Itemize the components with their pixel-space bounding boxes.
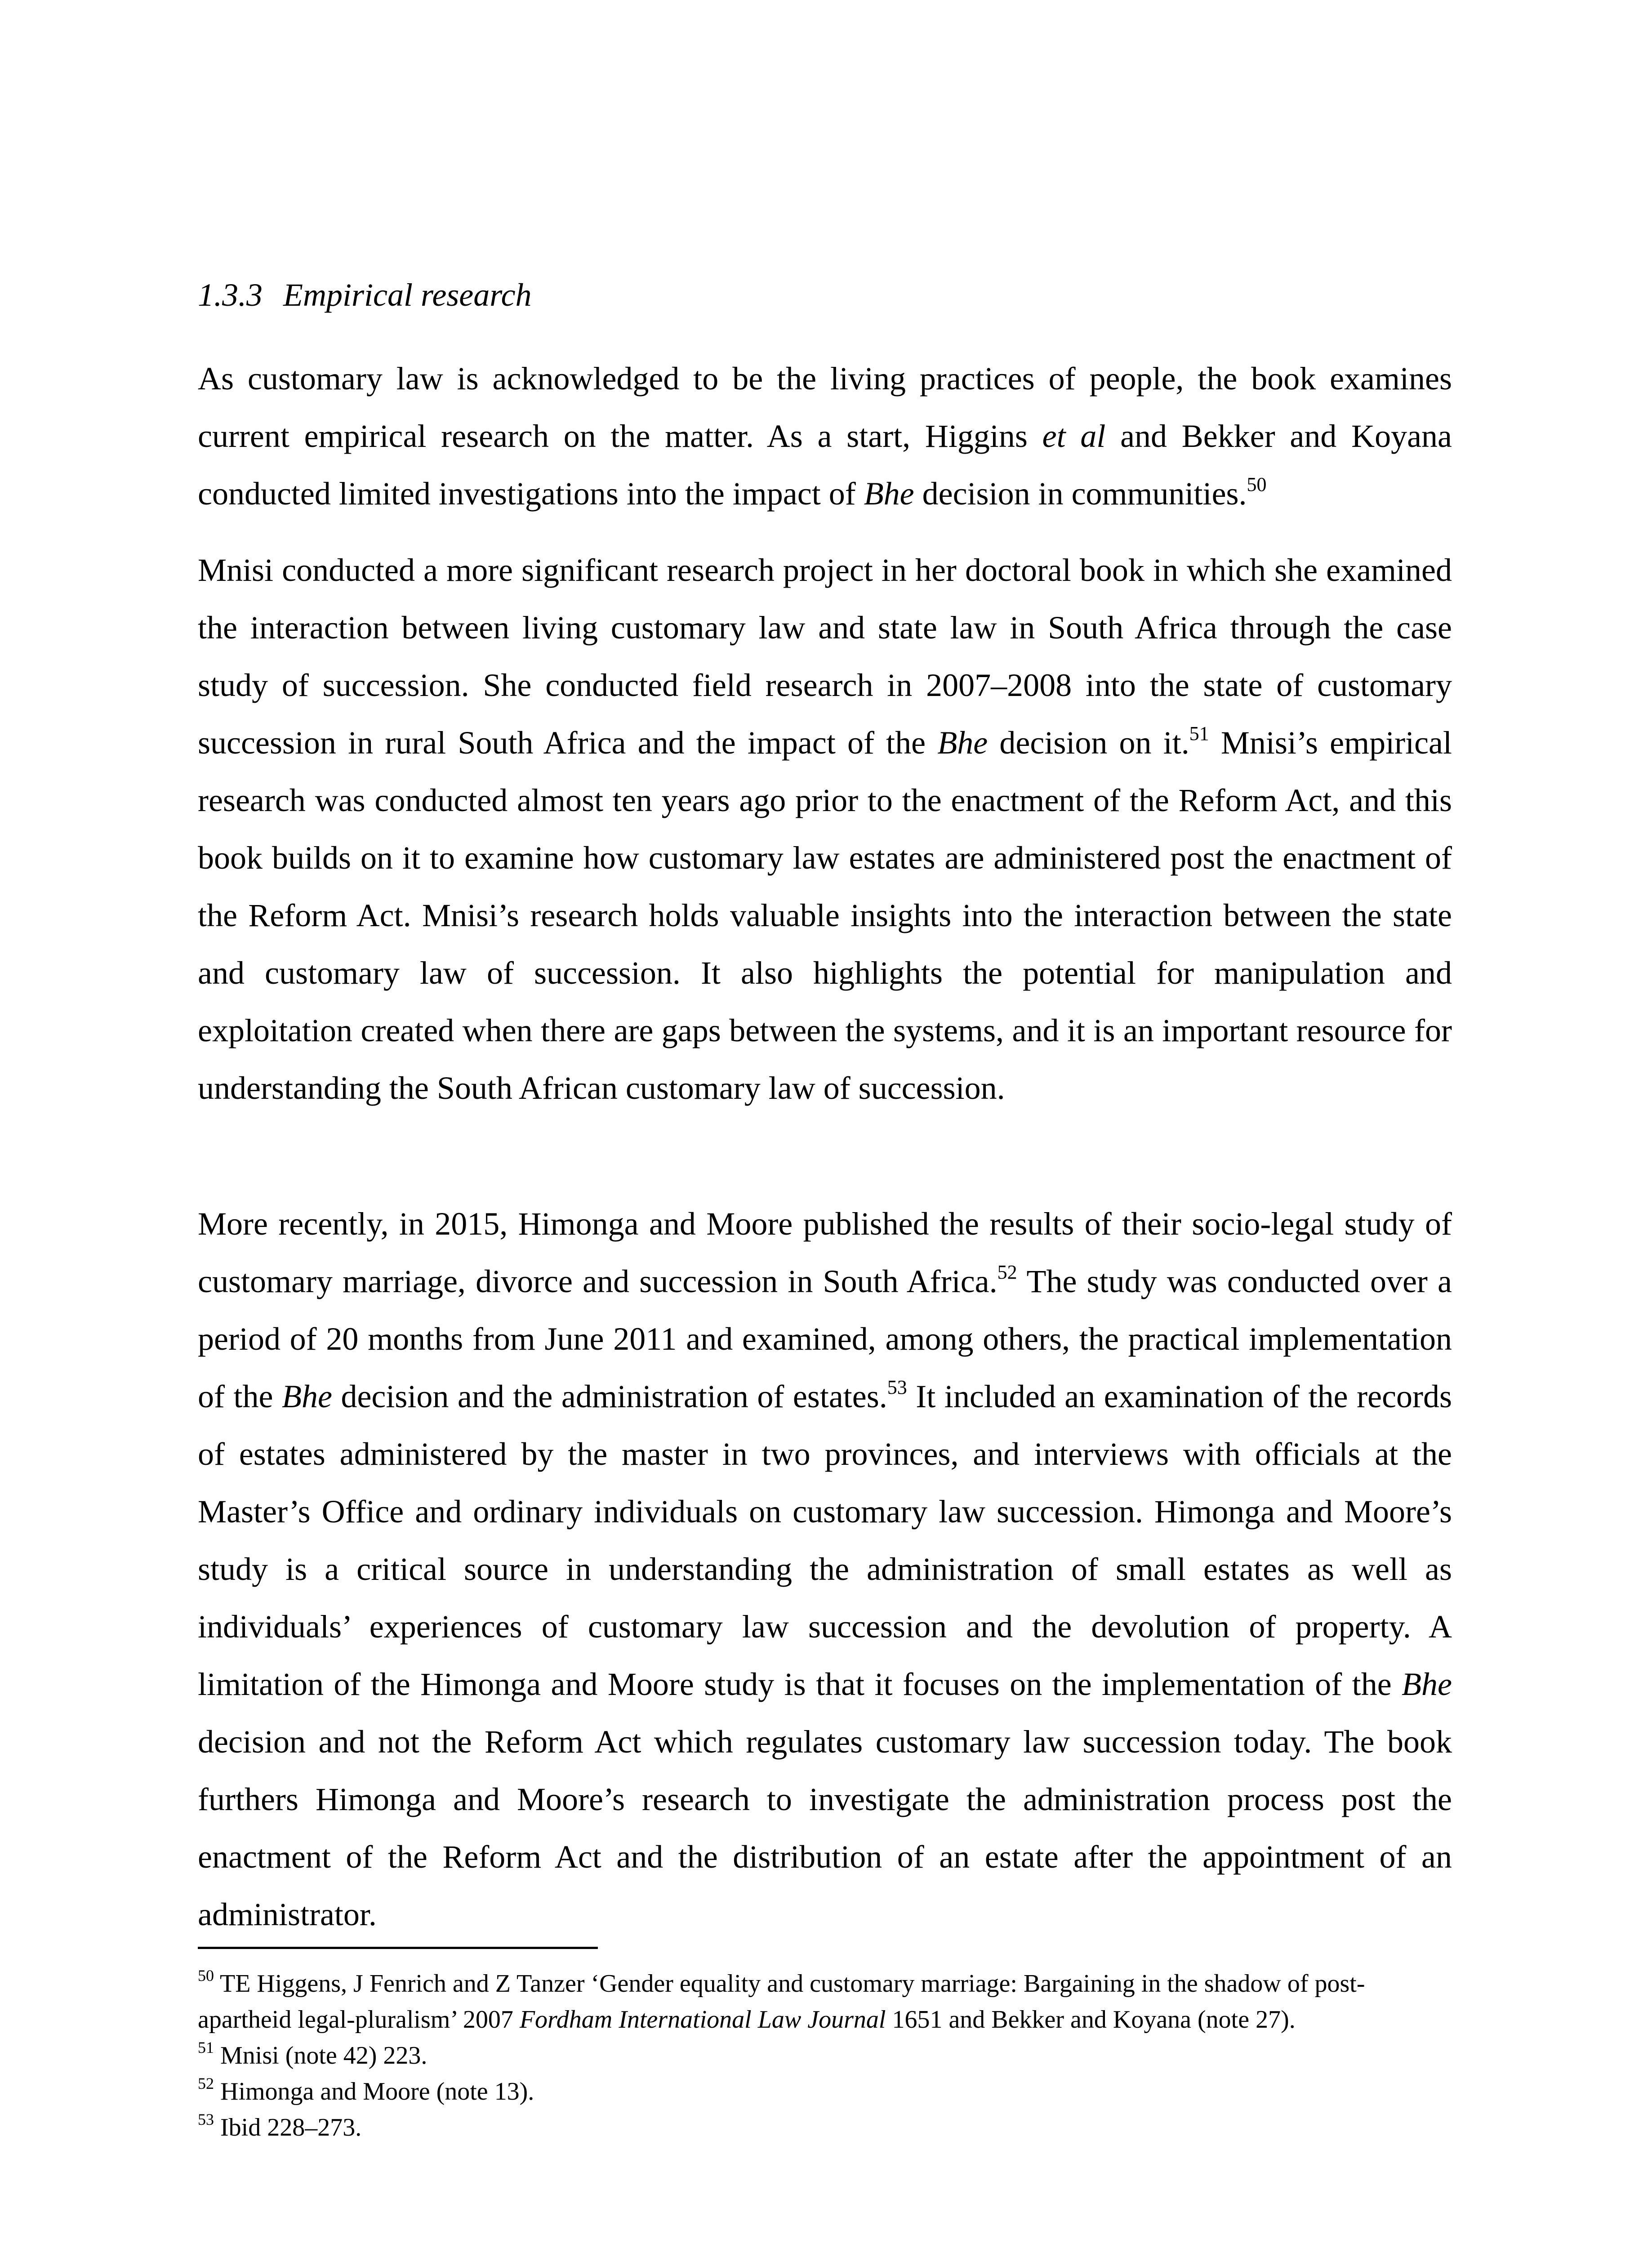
paragraph-1	[198, 350, 1452, 522]
paragraph-text: Mnisi conducted a more significant research project in her doctoral book in which she examined the interaction between living customary law and state law in South Africa through the case study of succession. She conducted field research in 2007–2008 into the state of customary succession in rural South Africa and the impact of the	[198, 552, 1452, 761]
footnote-separator	[198, 1947, 598, 1949]
footnote-text: TE Higgens, J Fenrich and Z Tanzer ‘Gender equality and customary marriage: Bargaining in the shadow of post-apartheid legal-pluralism’ 2007	[198, 1970, 1365, 2034]
footnote-reference[interactable]: 51	[1189, 723, 1209, 745]
footnote	[198, 1966, 1452, 2038]
paragraph-text: decision and the administration of estates.	[332, 1378, 887, 1414]
paragraph-text: More recently, in 2015, Himonga and Moore published the results of their socio-legal study of customary marriage, divorce and succession in South Africa.	[198, 1206, 1452, 1299]
paragraph-3	[198, 1195, 1452, 1943]
journal-title: Fordham International Law Journal	[519, 2006, 886, 2034]
footnote-text: Mnisi (note 42) 223.	[214, 2042, 427, 2070]
footnote	[198, 2038, 1452, 2074]
paragraph-text: decision in communities.	[914, 476, 1247, 512]
footnote-reference[interactable]: 52	[997, 1261, 1017, 1283]
paragraph-text: decision on it.	[988, 725, 1189, 761]
footnote-text: Ibid 228–273.	[214, 2114, 362, 2141]
footnote	[198, 2074, 1452, 2110]
footnote-number: 50	[198, 1967, 214, 1985]
paragraph-text: As customary law is acknowledged to be the living practices of people, the book examines current empirical research on the matter. As a start, Higgins	[198, 361, 1452, 454]
paragraph-text: It included an examination of the records of estates administered by the master in two provinces, and interviews with officials at the Master’s Office and ordinary individuals on customary law succession. Himonga and Moore’s study is a critical source in understanding the administration of small estates as well as individuals’ experiences of customary law succession and the devolution of property. A limitation of the Himonga and Moore study is that it focuses on the implementation of the	[198, 1378, 1452, 1702]
footnote-number: 51	[198, 2038, 214, 2056]
footnote-text: Himonga and Moore (note 13).	[214, 2078, 534, 2105]
footnote-reference[interactable]: 50	[1247, 473, 1267, 495]
italic-case-name: Bhe	[282, 1378, 332, 1414]
paragraph-text: decision and not the Reform Act which regulates customary law succession today. The book furthers Himonga and Moore’s research to investigate the administration process post the enactment of the Reform Act and the distribution of an estate after the appointment of an administrator.	[198, 1724, 1452, 1932]
footnote-number: 53	[198, 2110, 214, 2128]
paragraph-text: and Bekker and Koyana conducted limited investigations into the impact of	[198, 418, 1452, 512]
footnote-text: 1651 and Bekker and Koyana (note 27).	[886, 2006, 1296, 2034]
footnote-reference[interactable]: 53	[887, 1376, 907, 1398]
section-number: 1.3.3	[198, 277, 263, 313]
italic-text: et al	[1042, 418, 1106, 454]
footnote	[198, 2110, 1452, 2145]
italic-case-name: Bhe	[1402, 1666, 1452, 1702]
paragraph-text: The study was conducted over a period of 20 months from June 2011 and examined, among others, the practical implementation of the	[198, 1263, 1452, 1414]
italic-case-name: Bhe	[864, 476, 914, 512]
paragraph-text: Mnisi’s empirical research was conducted almost ten years ago prior to the enactment of the Reform Act, and this book builds on it to examine how customary law estates are administered post the enactment of the Reform Act. Mnisi’s research holds valuable insights into the interaction between the state and customary law of succession. It also highlights the potential for manipulation and exploitation created when there are gaps between the systems, and it is an important resource for understanding the South African customary law of succession.	[198, 725, 1452, 1106]
section-title: Empirical research	[283, 277, 532, 313]
footnotes	[198, 1966, 1452, 2145]
footnote-number: 52	[198, 2074, 214, 2092]
italic-case-name: Bhe	[937, 725, 988, 761]
section-heading	[198, 275, 532, 315]
paragraph-2	[198, 541, 1452, 1117]
